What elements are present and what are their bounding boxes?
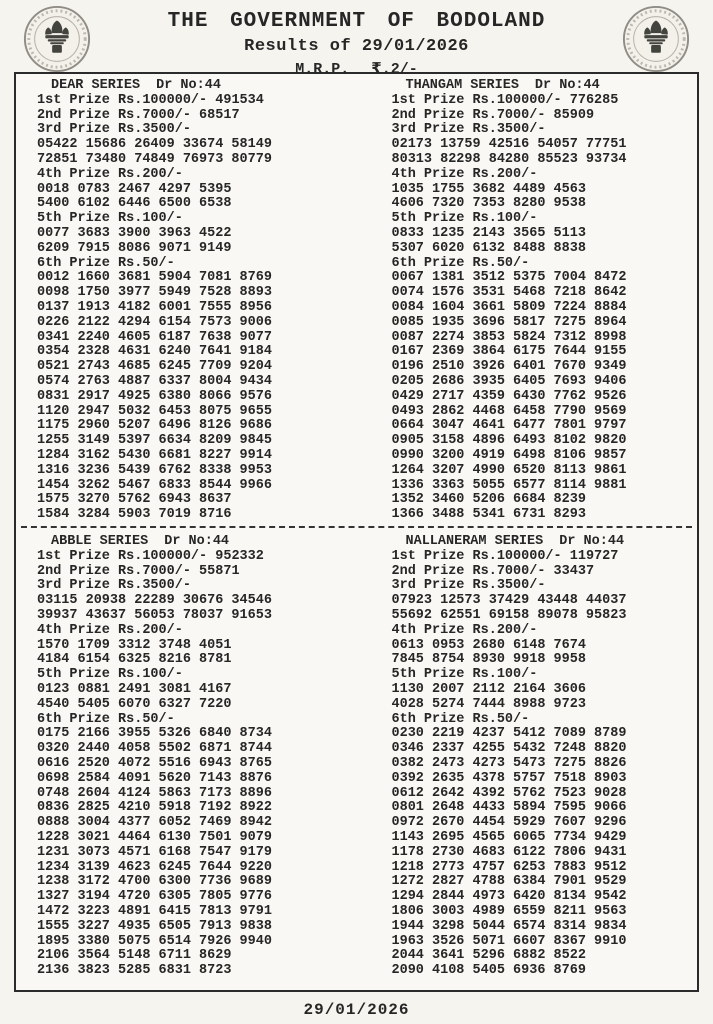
- second-prize-line: [392, 109, 698, 124]
- number-line: 0612 2642 4392 5762 7523 9028: [391, 785, 627, 801]
- fourth-prize-numbers: [392, 639, 698, 669]
- sixth-prize-label: 6th Prize Rs.50/-: [391, 711, 530, 727]
- third-prize-numbers: [37, 138, 357, 168]
- number-line: 5400 6102 6446 6500 6538: [37, 196, 232, 212]
- number-line: 1178 2730 4683 6122 7806 9431: [391, 844, 627, 860]
- number-line: 1130 2007 2112 2164 3606: [391, 681, 586, 697]
- series-nallaneram: [357, 530, 698, 990]
- number-line: 39937 43637 56053 78037 91653: [37, 607, 272, 623]
- number-line: 0230 2219 4237 5412 7089 8789: [391, 726, 627, 742]
- number-line: 1175 2960 5207 6496 8126 9686: [37, 418, 272, 434]
- number-line: 0833 1235 2143 3565 5113: [391, 225, 586, 241]
- fourth-prize-numbers: [37, 183, 357, 213]
- number-line: 1327 3194 4720 6305 7805 9776: [37, 889, 272, 905]
- series-name: ABBLE SERIES: [51, 534, 149, 549]
- first-prize-line: [37, 94, 357, 109]
- number-line: 0226 2122 4294 6154 7573 9006: [37, 314, 272, 330]
- number-line: 0613 0953 2680 6148 7674: [391, 637, 586, 653]
- series-draw-no: Dr No:44: [164, 534, 230, 549]
- number-line: 0354 2328 4631 6240 7641 9184: [37, 344, 272, 360]
- number-line: 1238 3172 4700 6300 7736 9689: [37, 874, 272, 890]
- number-line: 6209 7915 8086 9071 9149: [37, 240, 232, 256]
- number-line: 1120 2947 5032 6453 8075 9655: [37, 403, 272, 419]
- top-half: [16, 74, 697, 526]
- third-prize-label: 3rd Prize Rs.3500/-: [391, 578, 546, 594]
- fourth-prize-label: 4th Prize Rs.200/-: [391, 166, 538, 182]
- number-line: 0836 2825 4210 5918 7192 8922: [37, 800, 272, 816]
- number-line: 03115 20938 22289 30676 34546: [37, 593, 272, 609]
- number-line: 0616 2520 4072 5516 6943 8765: [37, 755, 272, 771]
- number-line: 1336 3363 5055 6577 8114 9881: [391, 477, 627, 493]
- number-line: 0196 2510 3926 6401 7670 9349: [391, 359, 627, 375]
- number-line: 0084 1604 3661 5809 7224 8884: [391, 299, 627, 315]
- second-prize-number: 33437: [553, 563, 595, 579]
- sixth-prize-numbers: [37, 727, 357, 979]
- number-line: 1231 3073 4571 6168 7547 9179: [37, 844, 272, 860]
- fifth-prize-numbers: [392, 227, 698, 257]
- series-name: THANGAM SERIES: [405, 78, 519, 93]
- number-line: 0137 1913 4182 6001 7555 8956: [37, 299, 272, 315]
- fourth-prize-numbers: [37, 639, 357, 669]
- second-prize-number: 68517: [199, 107, 240, 123]
- number-line: 2044 3641 5296 6882 8522: [391, 948, 586, 964]
- number-line: 0067 1381 3512 5375 7004 8472: [391, 270, 627, 286]
- number-line: 02173 13759 42516 54057 77751: [391, 137, 627, 153]
- fifth-prize-numbers: [37, 683, 357, 713]
- first-prize-number: 119727: [569, 548, 619, 564]
- series-draw-no: Dr No:44: [534, 78, 600, 93]
- series-nallaneram-title: [392, 535, 698, 550]
- number-line: 4606 7320 7353 8280 9538: [391, 196, 586, 212]
- number-line: 1895 3380 5075 6514 7926 9940: [37, 933, 272, 949]
- number-line: 1963 3526 5071 6607 8367 9910: [391, 933, 627, 949]
- fifth-prize-numbers: [392, 683, 698, 713]
- number-line: 0521 2743 4685 6245 7709 9204: [37, 359, 272, 375]
- number-line: 0123 0881 2491 3081 4167: [37, 681, 232, 697]
- number-line: 0077 3683 3900 3963 4522: [37, 225, 232, 241]
- number-line: 0382 2473 4273 5473 7275 8826: [391, 755, 627, 771]
- series-name: NALLANERAM SERIES: [405, 534, 544, 549]
- first-prize-line: [392, 94, 698, 109]
- number-line: 55692 62551 69158 89078 95823: [391, 607, 627, 623]
- footer-date: 29/01/2026: [303, 1001, 410, 1019]
- series-draw-no: Dr No:44: [156, 78, 221, 93]
- number-line: 1944 3298 5044 6574 8314 9834: [391, 918, 627, 934]
- second-prize-line: [392, 565, 698, 580]
- number-line: 0574 2763 4887 6337 8004 9434: [37, 373, 272, 389]
- number-line: 1570 1709 3312 3748 4051: [37, 637, 232, 653]
- number-line: 5307 6020 6132 8488 8838: [391, 240, 586, 256]
- sixth-prize-numbers: [392, 727, 698, 979]
- number-line: 1255 3149 5397 6634 8209 9845: [37, 433, 272, 449]
- number-line: 1316 3236 5439 6762 8338 9953: [37, 462, 272, 478]
- series-dear: [16, 74, 357, 526]
- first-prize-label: 1st Prize Rs.100000/-: [37, 92, 208, 108]
- fourth-prize-label: 4th Prize Rs.200/-: [391, 622, 538, 638]
- bottom-half: [16, 530, 697, 990]
- number-line: 1228 3021 4464 6130 7501 9079: [37, 829, 272, 845]
- first-prize-label: 1st Prize Rs.100000/-: [37, 548, 208, 564]
- fourth-prize-numbers: [392, 183, 698, 213]
- number-line: 0205 2686 3935 6405 7693 9406: [391, 373, 627, 389]
- third-prize-label: 3rd Prize Rs.3500/-: [37, 578, 191, 594]
- series-abble: [16, 530, 357, 990]
- first-prize-number: 952332: [215, 548, 264, 564]
- second-prize-label: 2nd Prize Rs.7000/-: [391, 563, 546, 579]
- sixth-prize-label: 6th Prize Rs.50/-: [37, 255, 175, 271]
- fifth-prize-numbers: [37, 227, 357, 257]
- number-line: 0346 2337 4255 5432 7248 8820: [391, 741, 627, 757]
- number-line: 0664 3047 4641 6477 7801 9797: [391, 418, 627, 434]
- first-prize-number: 491534: [215, 92, 264, 108]
- number-line: 1584 3284 5903 7019 8716: [37, 507, 232, 523]
- second-prize-label: 2nd Prize Rs.7000/-: [391, 107, 546, 123]
- third-prize-label: 3rd Prize Rs.3500/-: [391, 122, 546, 138]
- first-prize-number: 776285: [569, 92, 619, 108]
- number-line: 0905 3158 4896 6493 8102 9820: [391, 433, 627, 449]
- results-sheet: [14, 72, 699, 992]
- masthead: [0, 0, 713, 78]
- third-prize-numbers: [37, 594, 357, 624]
- number-line: 1294 2844 4973 6420 8134 9542: [391, 889, 627, 905]
- series-thangam: [357, 74, 698, 526]
- fifth-prize-label: 5th Prize Rs.100/-: [391, 211, 538, 227]
- number-line: 0801 2648 4433 5894 7595 9066: [391, 800, 627, 816]
- number-line: 0392 2635 4378 5757 7518 8903: [391, 770, 627, 786]
- number-line: 0098 1750 3977 5949 7528 8893: [37, 285, 272, 301]
- mrp-value: ₹.2/-: [371, 61, 418, 78]
- mrp-label: M.R.P.: [295, 61, 350, 78]
- series-name: DEAR SERIES: [51, 78, 141, 93]
- number-line: 0972 2670 4454 5929 7607 9296: [391, 815, 627, 831]
- number-line: 0698 2584 4091 5620 7143 8876: [37, 770, 272, 786]
- sixth-prize-numbers: [392, 271, 698, 523]
- fifth-prize-label: 5th Prize Rs.100/-: [391, 667, 538, 683]
- number-line: 4028 5274 7444 8988 9723: [391, 696, 586, 712]
- second-prize-line: [37, 109, 357, 124]
- number-line: 0012 1660 3681 5904 7081 8769: [37, 270, 272, 286]
- number-line: 80313 82298 84280 85523 93734: [391, 151, 627, 167]
- number-line: 7845 8754 8930 9918 9958: [391, 652, 586, 668]
- number-line: 0429 2717 4359 6430 7762 9526: [391, 388, 627, 404]
- number-line: 0341 2240 4605 6187 7638 9077: [37, 329, 272, 345]
- number-line: 1143 2695 4565 6065 7734 9429: [391, 829, 627, 845]
- second-prize-label: 2nd Prize Rs.7000/-: [37, 107, 191, 123]
- number-line: 0074 1576 3531 5468 7218 8642: [391, 285, 627, 301]
- number-line: 0493 2862 4468 6458 7790 9569: [391, 403, 627, 419]
- number-line: 1366 3488 5341 6731 8293: [391, 507, 586, 523]
- number-line: 0320 2440 4058 5502 6871 8744: [37, 741, 272, 757]
- third-prize-numbers: [392, 138, 698, 168]
- number-line: 1575 3270 5762 6943 8637: [37, 492, 232, 508]
- number-line: 0175 2166 3955 5326 6840 8734: [37, 726, 272, 742]
- number-line: 1264 3207 4990 6520 8113 9861: [391, 462, 627, 478]
- number-line: 72851 73480 74849 76973 80779: [37, 151, 272, 167]
- number-line: 0087 2274 3853 5824 7312 8998: [391, 329, 627, 345]
- page-title: THE GOVERNMENT OF BODOLAND: [167, 10, 546, 33]
- fifth-prize-label: 5th Prize Rs.100/-: [37, 667, 183, 683]
- fourth-prize-label: 4th Prize Rs.200/-: [37, 622, 183, 638]
- number-line: 1806 3003 4989 6559 8211 9563: [391, 903, 627, 919]
- first-prize-line: [392, 550, 698, 565]
- series-thangam-title: [392, 79, 698, 94]
- number-line: 0831 2917 4925 6380 8066 9576: [37, 388, 272, 404]
- series-draw-no: Dr No:44: [559, 534, 625, 549]
- first-prize-label: 1st Prize Rs.100000/-: [391, 92, 562, 108]
- number-line: 2136 3823 5285 6831 8723: [37, 963, 232, 979]
- sixth-prize-label: 6th Prize Rs.50/-: [391, 255, 530, 271]
- government-seal-icon: [22, 4, 92, 74]
- number-line: 1272 2827 4788 6384 7901 9529: [391, 874, 627, 890]
- second-prize-label: 2nd Prize Rs.7000/-: [37, 563, 191, 579]
- number-line: 4540 5405 6070 6327 7220: [37, 696, 232, 712]
- number-line: 2090 4108 5405 6936 8769: [391, 963, 586, 979]
- number-line: 2106 3564 5148 6711 8629: [37, 948, 232, 964]
- fourth-prize-label: 4th Prize Rs.200/-: [37, 166, 183, 182]
- sixth-prize-label: 6th Prize Rs.50/-: [37, 711, 175, 727]
- number-line: 1454 3262 5467 6833 8544 9966: [37, 477, 272, 493]
- masthead-text: [92, 4, 621, 78]
- number-line: 0018 0783 2467 4297 5395: [37, 181, 232, 197]
- fifth-prize-label: 5th Prize Rs.100/-: [37, 211, 183, 227]
- number-line: 1234 3139 4623 6245 7644 9220: [37, 859, 272, 875]
- first-prize-label: 1st Prize Rs.100000/-: [391, 548, 562, 564]
- second-prize-number: 55871: [199, 563, 240, 579]
- number-line: 1218 2773 4757 6253 7883 9512: [391, 859, 627, 875]
- number-line: 05422 15686 26409 33674 58149: [37, 137, 272, 153]
- number-line: 0085 1935 3696 5817 7275 8964: [391, 314, 627, 330]
- number-line: 0167 2369 3864 6175 7644 9155: [391, 344, 627, 360]
- number-line: 1555 3227 4935 6505 7913 9838: [37, 918, 272, 934]
- second-prize-line: [37, 565, 357, 580]
- number-line: 1284 3162 5430 6681 8227 9914: [37, 447, 272, 463]
- first-prize-line: [37, 550, 357, 565]
- second-prize-number: 85909: [553, 107, 595, 123]
- series-dear-title: [37, 79, 357, 94]
- number-line: 4184 6154 6325 8216 8781: [37, 652, 232, 668]
- number-line: 1472 3223 4891 6415 7813 9791: [37, 903, 272, 919]
- third-prize-numbers: [392, 594, 698, 624]
- government-seal-icon: [621, 4, 691, 74]
- dashed-divider: [21, 526, 692, 528]
- number-line: 1352 3460 5206 6684 8239: [391, 492, 586, 508]
- number-line: 0888 3004 4377 6052 7469 8942: [37, 815, 272, 831]
- number-line: 0748 2604 4124 5863 7173 8896: [37, 785, 272, 801]
- third-prize-label: 3rd Prize Rs.3500/-: [37, 122, 191, 138]
- series-abble-title: [37, 535, 357, 550]
- number-line: 07923 12573 37429 43448 44037: [391, 593, 627, 609]
- results-date-line: Results of 29/01/2026: [244, 37, 469, 56]
- sixth-prize-numbers: [37, 271, 357, 523]
- number-line: 0990 3200 4919 6498 8106 9857: [391, 447, 627, 463]
- number-line: 1035 1755 3682 4489 4563: [391, 181, 586, 197]
